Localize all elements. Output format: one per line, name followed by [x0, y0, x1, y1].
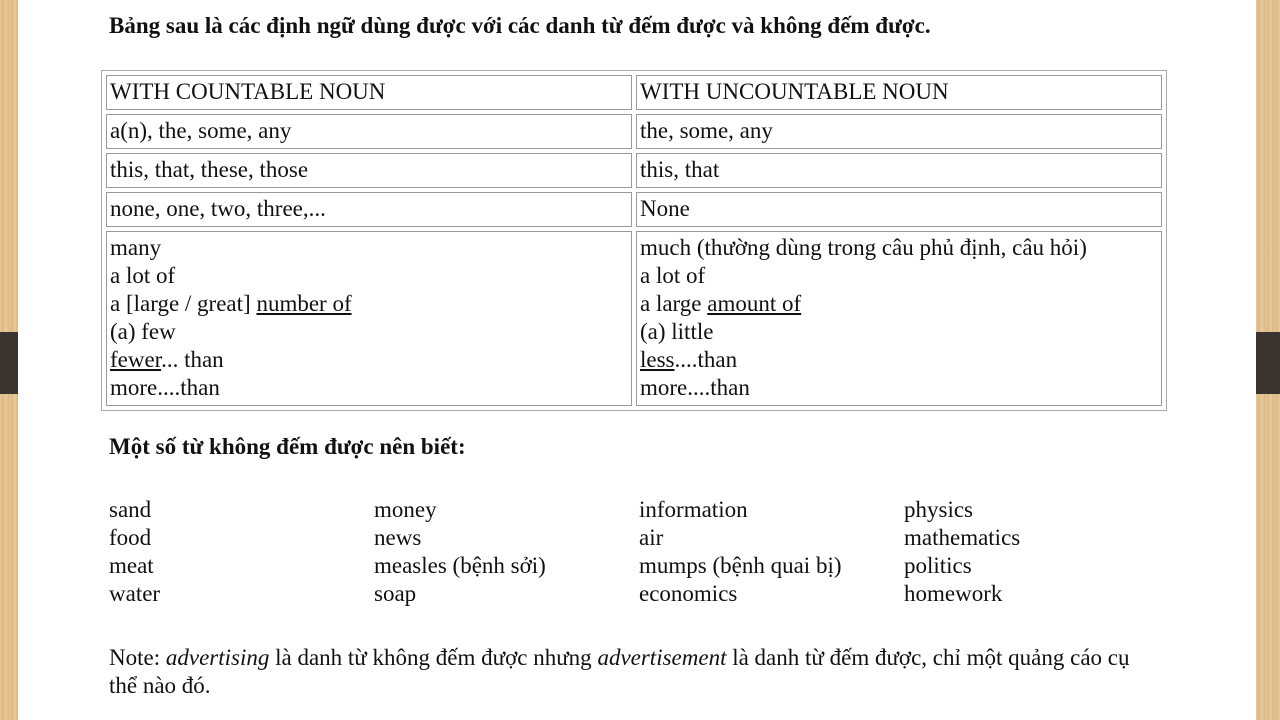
- uncountable-quantifiers-cell: [636, 231, 1162, 406]
- quantifier-text: ... than: [161, 347, 224, 372]
- table-row: [106, 192, 1162, 227]
- table-cell: this, that: [636, 153, 1162, 188]
- underlined-phrase: number of: [256, 291, 352, 316]
- word-column: [374, 496, 546, 608]
- quantifier-text: a large: [640, 291, 708, 316]
- table-row-quantifiers: [106, 231, 1162, 406]
- header-countable: WITH COUNTABLE NOUN: [106, 75, 632, 110]
- word-item: meat: [109, 553, 154, 578]
- dark-band-right: [1256, 332, 1280, 394]
- note-term-advertising: advertising: [165, 645, 270, 670]
- underlined-phrase: fewer: [110, 347, 162, 372]
- table-cell: none, one, two, three,...: [106, 192, 632, 227]
- quantifier-text: a [large / great]: [110, 291, 257, 316]
- note-prefix: Note:: [109, 645, 166, 670]
- countable-quantifiers-cell: [106, 231, 632, 406]
- word-item: news: [374, 525, 422, 550]
- word-column: [639, 496, 842, 608]
- word-item: mathematics: [904, 525, 1021, 550]
- quantifier-line: a lot of: [640, 263, 706, 288]
- word-item: physics: [904, 497, 973, 522]
- word-item: politics: [904, 553, 972, 578]
- word-item: economics: [639, 581, 738, 606]
- quantifier-line: (a) little: [640, 319, 714, 344]
- table-cell: the, some, any: [636, 114, 1162, 149]
- table-row: [106, 114, 1162, 149]
- word-column: [904, 496, 1020, 608]
- word-item: sand: [109, 497, 152, 522]
- quantifier-line: much (thường dùng trong câu phủ định, câu hỏi): [640, 235, 1087, 260]
- section-heading: Bảng sau là các định ngữ dùng được với các danh từ đếm được và không đếm được.: [109, 13, 931, 38]
- table-cell: None: [636, 192, 1162, 227]
- word-item: measles (bệnh sởi): [374, 553, 546, 578]
- document-page: [18, 0, 1256, 720]
- header-uncountable: WITH UNCOUNTABLE NOUN: [636, 75, 1162, 110]
- determiner-table: [101, 70, 1167, 411]
- note-paragraph: [109, 644, 1149, 700]
- table-row: [106, 153, 1162, 188]
- note-term-advertisement: advertisement: [597, 645, 727, 670]
- table-cell: a(n), the, some, any: [106, 114, 632, 149]
- word-item: mumps (bệnh quai bị): [639, 553, 842, 578]
- note-text: là danh từ đếm được, chỉ một quảng cáo cụ thể nào đó.: [109, 645, 1130, 698]
- quantifier-line: more....than: [640, 375, 750, 400]
- word-item: information: [639, 497, 748, 522]
- quantifier-line: (a) few: [110, 319, 176, 344]
- word-column: [109, 496, 160, 608]
- note-text: là danh từ không đếm được nhưng: [269, 645, 598, 670]
- quantifier-line: a lot of: [110, 263, 176, 288]
- table-cell: this, that, these, those: [106, 153, 632, 188]
- uncountable-words-heading: Một số từ không đếm được nên biết:: [109, 434, 466, 459]
- underlined-phrase: amount of: [707, 291, 802, 316]
- quantifier-line: [640, 346, 1158, 374]
- word-item: air: [639, 525, 664, 550]
- quantifier-line: [110, 346, 628, 374]
- word-item: water: [109, 581, 161, 606]
- word-item: food: [109, 525, 152, 550]
- word-item: soap: [374, 581, 417, 606]
- underlined-phrase: less: [640, 347, 675, 372]
- quantifier-line: more....than: [110, 375, 220, 400]
- word-item: money: [374, 497, 437, 522]
- word-item: homework: [904, 581, 1003, 606]
- quantifier-line: many: [110, 235, 162, 260]
- dark-band-left: [0, 332, 18, 394]
- quantifier-text: ....than: [674, 347, 738, 372]
- quantifier-line: [110, 290, 628, 318]
- quantifier-line: [640, 290, 1158, 318]
- table-header-row: [106, 75, 1162, 110]
